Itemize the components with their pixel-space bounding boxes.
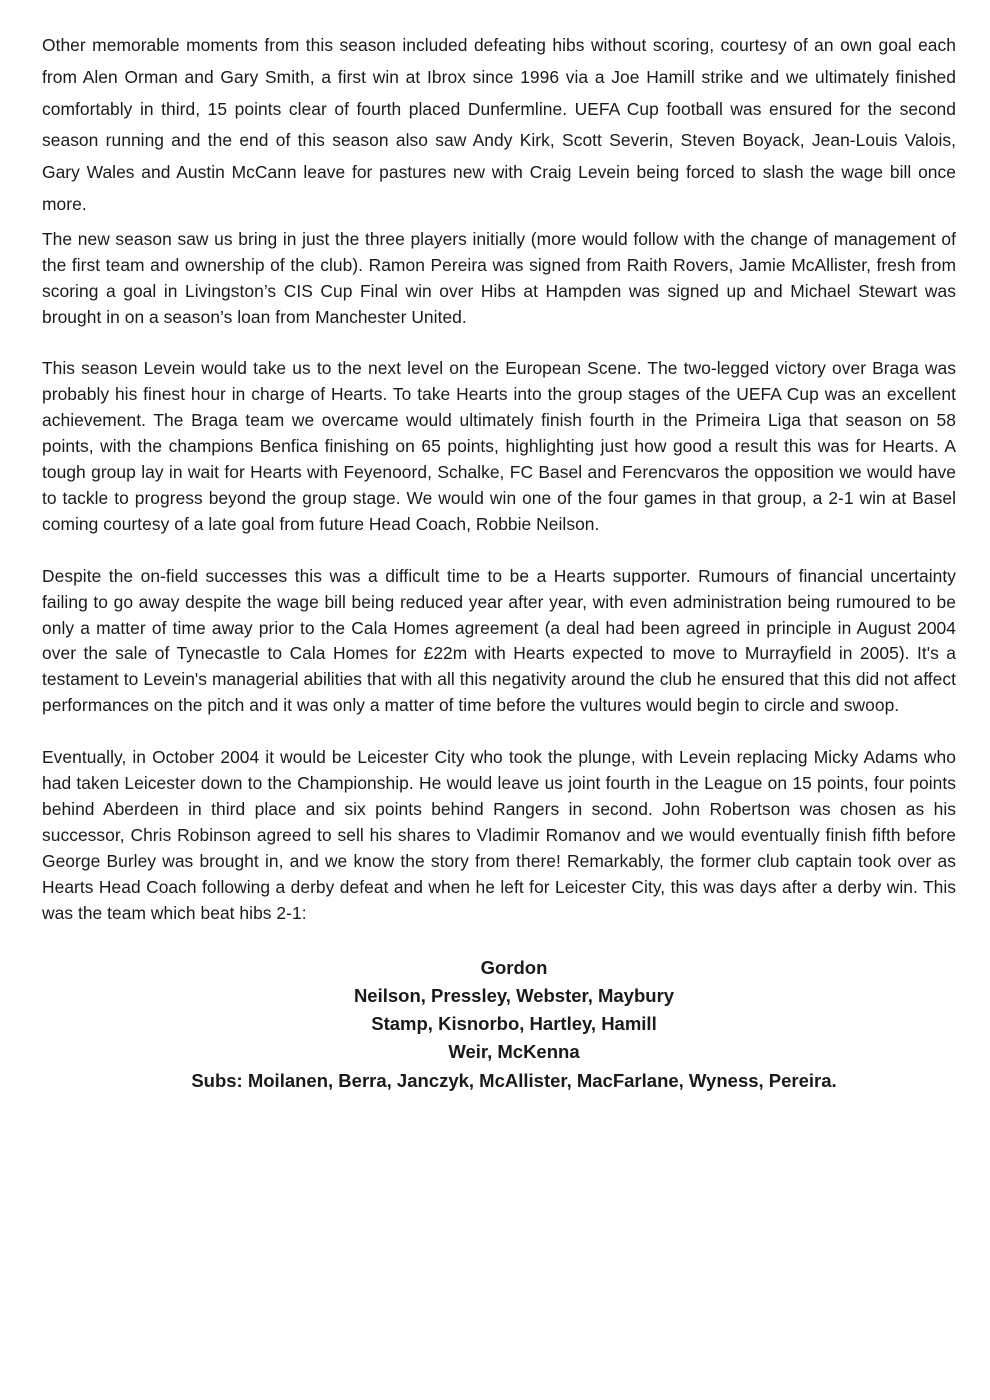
paragraph-gap [42,330,956,356]
paragraph-financial-uncertainty: Despite the on-field successes this was a difficult time to be a Hearts supporter. Rumours of financial uncertainty failing to go away despite the wage bill being reduced year after year, with even administration being rumoured to be only a matter of time away prior to the Cala Homes agreement (a deal had been agreed in principle in August 2004 over the sale of Tynecastle to Cala Homes for £22m with Hearts expected to move to Murrayfield in 2005). It's a testament to Levein's managerial abilities that with all this negativity around the club he ensured that this did not affect performances on the pitch and it was only a matter of time before the vultures would begin to circle and swoop. [42,565,956,716]
paragraph-european-scene: This season Levein would take us to the next level on the European Scene. The two-legged victory over Braga was probably his finest hour in charge of Hearts. To take Hearts into the group stages of the UEFA Cup was an excellent achievement. The Braga team we overcame would ultimately finish fourth in the Primeira Liga that season on 58 points, with the champions Benfica finishing on 65 points, highlighting just how good a result this was for Hearts. A tough group lay in wait for Hearts with Feyenoord, Schalke, FC Basel and Ferencvaros the opposition we would have to tackle to progress beyond the group stage. We would win one of the four games in that group, a 2-1 win at Basel coming courtesy of a late goal from future Head Coach, Robbie Neilson. [42,358,956,534]
paragraph-new-season: The new season saw us bring in just the three players initially (more would follow with the change of management of the first team and ownership of the club). Ramon Pereira was signed from Raith Rovers, Jamie McAllister, fresh from scoring a goal in Livingston’s CIS Cup Final win over Hibs at Hampden was signed up and Michael Stewart was brought in on a season’s loan from Manchester United. [42,228,956,327]
lineup-attack: Weir, McKenna [448,1041,580,1063]
team-lineup [42,954,956,1095]
lineup-goalkeeper: Gordon [480,956,548,978]
paragraph-gap [42,538,956,564]
lineup-defence: Neilson, Pressley, Webster, Maybury [353,984,675,1006]
lineup-midfield: Stamp, Kisnorbo, Hartley, Hamill [371,1013,657,1035]
document-page [42,30,956,1095]
lineup-substitutes: Subs: Moilanen, Berra, Janczyk, McAllister, MacFarlane, Wyness, Pereira. [191,1069,837,1091]
paragraph-gap [42,719,956,745]
paragraph-levein-departure: Eventually, in October 2004 it would be Leicester City who took the plunge, with Levein replacing Micky Adams who had taken Leicester down to the Championship. He would leave us joint fourth in the League on 15 points, four points behind Aberdeen in third place and six points behind Rangers in second. John Robertson was chosen as his successor, Chris Robinson agreed to sell his shares to Vladimir Romanov and we would eventually finish fifth before George Burley was brought in, and we know the story from there! Remarkably, the former club captain took over as Hearts Head Coach following a derby defeat and when he left for Leicester City, this was days after a derby win. This was the team which beat hibs 2-1: [42,747,956,923]
paragraph-memorable-moments: Other memorable moments from this season included defeating hibs without scoring, courtesy of an own goal each from Alen Orman and Gary Smith, a first win at Ibrox since 1996 via a Joe Hamill strike and we ultimately finished comfortably in third, 15 points clear of fourth placed Dunfermline. UEFA Cup football was ensured for the second season running and the end of this season also saw Andy Kirk, Scott Severin, Steven Boyack, Jean-Louis Valois, Gary Wales and Austin McCann leave for pastures new with Craig Levein being forced to slash the wage bill once more. [42,35,956,214]
